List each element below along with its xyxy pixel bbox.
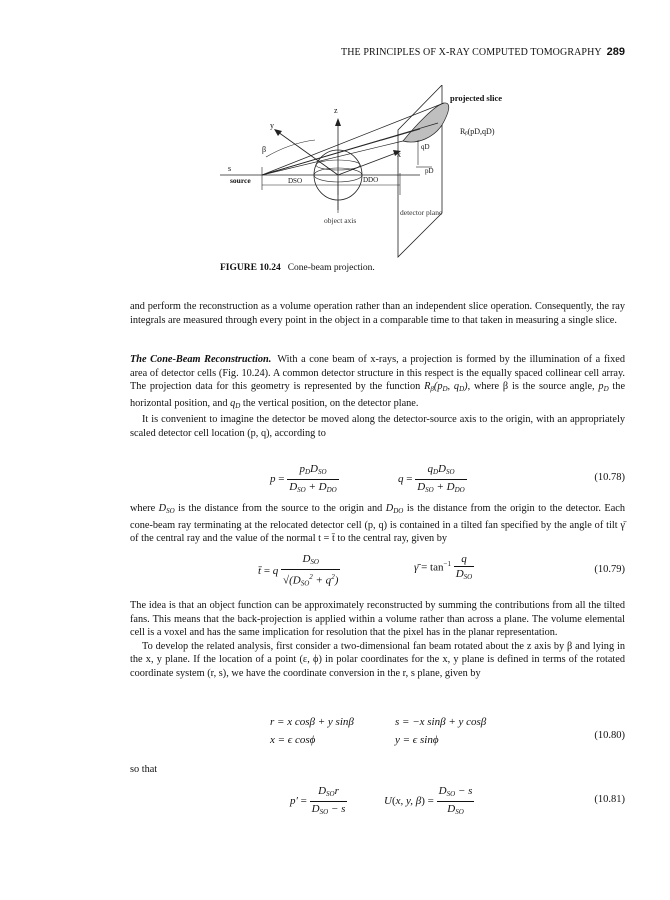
paragraph-2-text-b: , where β is the source angle, [467, 381, 599, 392]
eq-s: s = −x sinβ + y cosβ [395, 716, 487, 728]
equation-number-10-81: (10.81) [594, 794, 625, 805]
r-beta-symbol: $R_\beta(p_D$, $q_D$) [424, 381, 468, 393]
label-pd: pD [425, 167, 434, 175]
label-z: z [334, 106, 338, 115]
paragraph-1-text: and perform the reconstruction as a volume operation rather than an independent slice operation. Consequently, the ray integrals are measured through every point in the object in a comparable time to that taken in measuring a single slice. [130, 301, 625, 326]
label-ddo: DDO [363, 176, 379, 184]
caption-label: FIGURE 10.24 [220, 263, 281, 273]
paragraph-2 [130, 353, 625, 440]
label-s: s [228, 164, 232, 173]
running-header [341, 47, 625, 61]
eq-r: r = x cosβ + y sinβ [270, 716, 354, 728]
section-heading: The Cone-Beam Reconstruction. [130, 354, 272, 365]
equation-number-10-80: (10.80) [594, 730, 625, 741]
equation-number-10-78: (10.78) [594, 472, 625, 483]
label-projected-slice: projected slice [450, 93, 503, 103]
figure-caption [220, 263, 375, 273]
equation-number-10-79: (10.79) [594, 564, 625, 575]
cone-beam-figure [220, 85, 520, 265]
label-beta: β [262, 145, 267, 154]
x-axis [338, 153, 396, 175]
eq-u: U(x, y, β) = $\frac{D_{SO} - s}{D_{SO}}$ [384, 785, 473, 816]
paragraph-2-text-d: the vertical position, on the detector plane. [240, 397, 419, 409]
paragraph-3-text: It is convenient to imagine the detector be moved along the detector-source axis to the origin, with an appropriately scaled detector cell location (p, q), according to [130, 414, 625, 439]
equation-10-79 [130, 550, 625, 598]
paragraph-4 [130, 502, 625, 546]
page-number: 289 [606, 46, 625, 58]
label-x: x [397, 150, 401, 159]
eq-q: q = $\frac{q_DD_{SO}}{D_{SO} + D_{DO}}$ [398, 463, 465, 494]
y-arrow [274, 129, 282, 136]
label-dso: DSO [288, 177, 303, 185]
label-source: source [230, 176, 251, 185]
label-qd: qD [421, 143, 430, 151]
equation-10-81 [130, 782, 625, 822]
so-that [130, 763, 625, 777]
equation-10-80 [130, 716, 625, 752]
ddo-symbol: $D_{DO}$ [385, 503, 404, 515]
paragraph-4-text-a: where [130, 503, 159, 514]
eq-t-bar: t̄ = q $\frac{D_{SO}}{√(D_{SO}^2 + q^2)}$ [258, 553, 339, 588]
y-axis [278, 132, 338, 175]
caption-text: Cone-beam projection. [287, 263, 375, 273]
eq-x: x = ϵ cosϕ [270, 734, 316, 746]
paragraph-5-text: The idea is that an object function can be approximately reconstructed by summing the contributions from all the tilted fans. This means that the back-projection is applied within a volume rather than across a plane. The volume elemental cell is a voxel and has the same implication for resolution that the pixel has in the planar representation. [130, 600, 625, 638]
paragraph-6-text: To develop the related analysis, first consider a two-dimensional fan beam rotated about the z axis by β and lying in the x, y plane. If the location of a point (ε, ϕ) in polar coordinates for the x, y plane is defined in terms of the rotated coordinate system (r, s), we have the coordinate conversion in the r, s plane, given by [130, 640, 625, 679]
label-detector-plane: detector plane [400, 208, 443, 217]
label-object-axis: object axis [324, 216, 357, 225]
paragraph-4-text-b: is the distance from the source to the origin and [174, 503, 386, 514]
paragraph-1 [130, 300, 625, 327]
running-title: THE PRINCIPLES OF X-RAY COMPUTED TOMOGRAPHY [341, 47, 602, 58]
eq-p: p = $\frac{p_DD_{SO}}{D_{SO} + D_{DO}}$ [270, 463, 337, 494]
pd-symbol: $p_D$ [598, 381, 609, 393]
label-y: y [270, 121, 274, 130]
paragraph-2-text-a: With a cone beam of x-rays, a projection is formed by the illumination of a fixed area of detector cells (Fig. 10.24). A common detector structure in this respect is the equally spaced collinear cell array. The projection data for this geometry is represented by the function [130, 354, 625, 392]
paragraph-2-text-c: the horizontal position, and [130, 381, 626, 409]
label-r-beta: Rᵦ(pD,qD) [460, 127, 495, 136]
so-that-text: so that [130, 764, 158, 775]
eq-y: y = ϵ sinϕ [395, 734, 439, 746]
eq-gamma-bar: γ̄ = $\tan^{-1}$ $\frac{q}{D_{SO}}$ [414, 553, 473, 581]
z-arrow [335, 118, 341, 126]
distance-markers [262, 167, 400, 195]
equation-10-78 [130, 460, 625, 500]
qd-symbol: $q_D$ [230, 397, 241, 410]
dso-symbol: $D_{SO}$ [158, 503, 175, 515]
beta-arc [266, 140, 315, 157]
paragraph-4-text-c: is the distance from the origin to the detector. Each cone-beam ray terminating at the relocated detector cell (p, q) is contained in a tilted fan specified by the angle of tilt γ̄ of the central ray and the value of the normal t = t̄ to the central ray, given by [130, 503, 625, 544]
paragraph-5 [130, 599, 625, 680]
eq-p-prime: p′ = $\frac{D_{SO}r}{D_{SO} - s}$ [290, 785, 346, 816]
